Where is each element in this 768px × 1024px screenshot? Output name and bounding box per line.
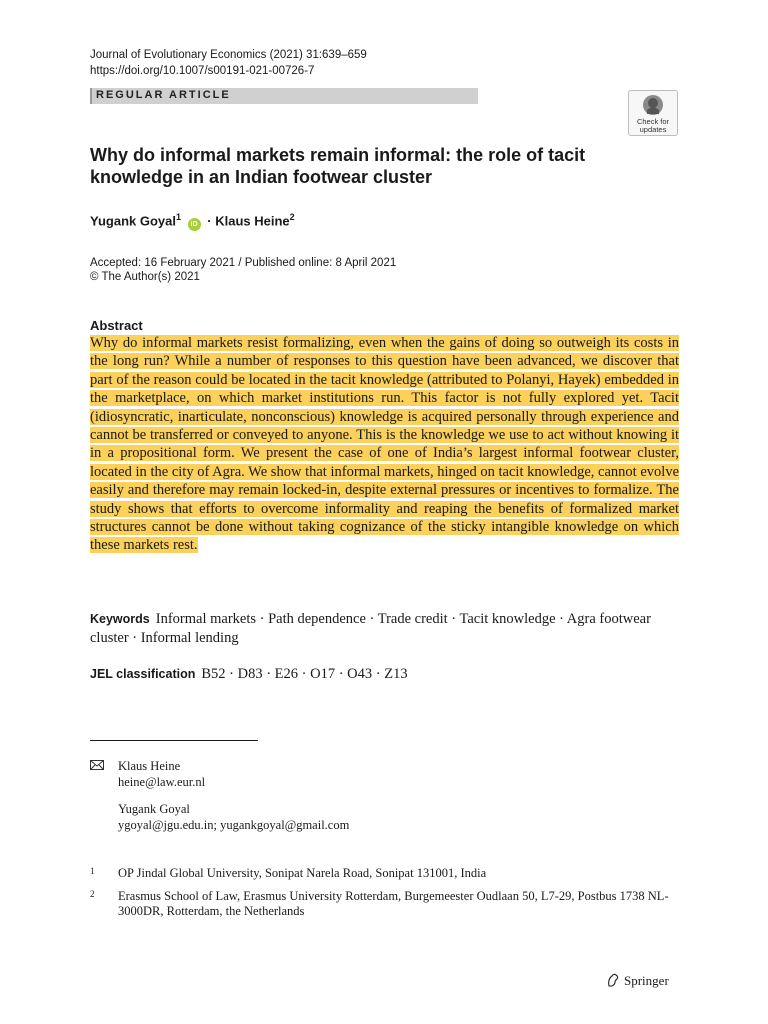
keywords-section — [90, 610, 680, 648]
article-type-bar — [90, 88, 478, 104]
check-updates-icon — [642, 94, 664, 116]
author-name[interactable]: Klaus Heine — [215, 213, 290, 229]
check-updates-line2: updates — [639, 125, 667, 134]
doi-link[interactable]: https://doi.org/10.1007/s00191-021-00726-7 — [90, 65, 315, 77]
jel-codes: B52 · D83 · E26 · O17 · O43 · Z13 — [201, 666, 408, 682]
springer-horse-icon — [606, 973, 620, 987]
jel-section — [90, 665, 680, 684]
article-type-label: REGULAR ARTICLE — [96, 89, 231, 101]
check-for-updates-badge[interactable] — [628, 90, 678, 136]
envelope-icon — [90, 760, 104, 770]
contact-email[interactable]: heine@law.eur.nl — [118, 775, 206, 789]
affiliation-text: OP Jindal Global University, Sonipat Narela Road, Sonipat 131001, India — [118, 866, 487, 880]
keywords-list: Informal markets · Path dependence · Trade credit · Tacit knowledge · Agra footwear cluster · Informal lending — [90, 611, 651, 646]
journal-citation: Journal of Evolutionary Economics (2021) 31:639–659 — [90, 49, 367, 61]
abstract-heading: Abstract — [90, 318, 143, 333]
copyright-notice: © The Author(s) 2021 — [90, 271, 200, 283]
jel-label: JEL classification — [90, 667, 196, 681]
author-separator: · — [207, 213, 212, 229]
article-title: Why do informal markets remain informal: the role of tacit knowledge in an Indian footwear cluster — [90, 145, 586, 187]
affiliation-ref: 2 — [289, 212, 295, 222]
affiliation-number: 2 — [90, 889, 95, 899]
affiliation-text: Erasmus School of Law, Erasmus University Rotterdam, Burgemeester Oudlaan 50, L7-29, Postbus 1738 NL-3000DR, Rotterdam, the Netherlands — [118, 889, 669, 918]
orcid-icon[interactable]: iD — [188, 218, 201, 231]
affiliation-number: 1 — [90, 866, 95, 876]
author-list — [90, 212, 295, 231]
author-name[interactable]: Yugank Goyal — [90, 213, 176, 229]
contact-email[interactable]: ygoyal@jgu.edu.in; yugankgoyal@gmail.com — [118, 818, 350, 832]
affiliation-ref: 1 — [175, 212, 181, 222]
highlighted-abstract: Why do informal markets resist formalizing, even when the gains of doing so outweigh its costs in the long run? While a number of responses to this question have been advanced, we discover that part of the reason could be located in the tacit knowledge (attributed to Polanyi, Hayek) embedded in the marketplace, on which market institutions run. This factor is not fully explored yet. Tacit (idiosyncratic, inarticulate, nonconscious) knowledge is acquired personally through experience and cannot be transferred or conveyed to anyone. This is the knowledge we use to act without knowing it in a propositional form. We present the case of one of India’s largest informal footwear cluster, located in the city of Agra. We show that informal markets, hinged on tacit knowledge, cannot evolve easily and therefore may remain locked-in, despite external pressures or incentives to formalize. The study shows that efforts to overcome informality and reaping the benefits of formalized market structures cannot be done without taking cognizance of the sticky intangible knowledge on which these markets rest. — [90, 335, 679, 554]
check-updates-line1: Check for — [636, 117, 670, 126]
publisher-name: Springer — [624, 973, 669, 988]
contact-name: Yugank Goyal — [118, 802, 190, 816]
contact-name: Klaus Heine — [118, 759, 181, 773]
publisher-logo — [606, 973, 669, 989]
publication-dates: Accepted: 16 February 2021 / Published online: 8 April 2021 — [90, 257, 397, 269]
footnote-divider — [90, 740, 258, 741]
abstract-text — [90, 334, 679, 555]
keywords-label: Keywords — [90, 612, 150, 626]
